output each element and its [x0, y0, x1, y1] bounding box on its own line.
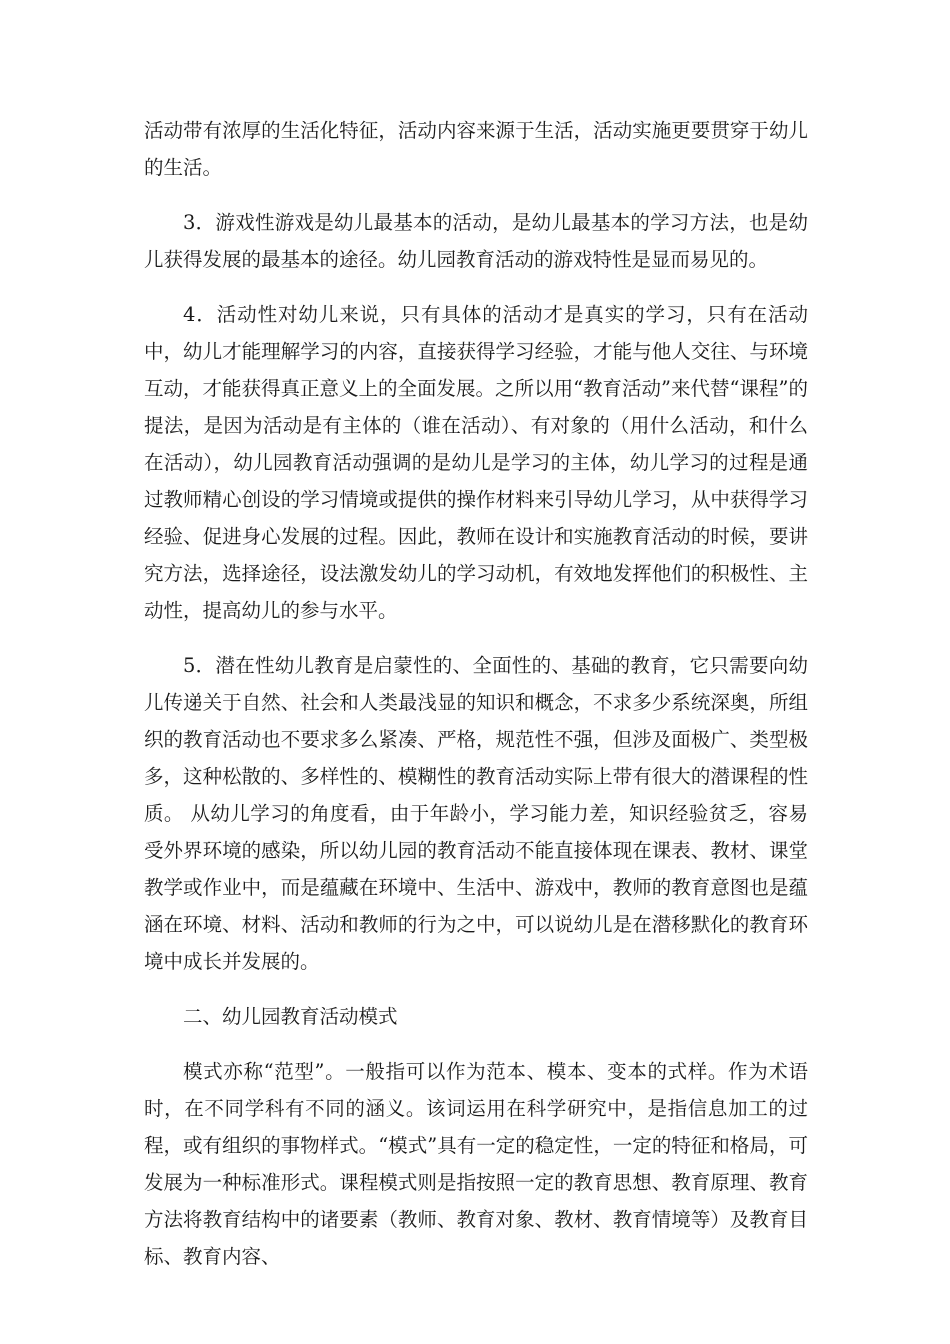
paragraph-continuation: 活动带有浓厚的生活化特征，活动内容来源于生活，活动实施更要贯穿于幼儿的生活。 — [144, 119, 808, 179]
document-body — [144, 112, 808, 1293]
paragraph-latency: 5．潜在性幼儿教育是启蒙性的、全面性的、基础的教育，它只需要向幼儿传递关于自然、社会和人类最浅显的知识和概念，不求多少系统深奥，所组织的教育活动也不要求多么紧凑、严格，规范性不强，但涉及面极广、类型极多，这种松散的、多样性的、模糊性的教育活动实际上带有很大的潜课程的性质。 从幼儿学习的角度看，由于年龄小，学习能力差，知识经验贫乏，容易受外界环境的感染，所以幼儿园的教育活动不能直接体现在课表、教材、课堂教学或作业中，而是蕴藏在环境中、生活中、游戏中，教师的教育意图也是蕴涵在环境、材料、活动和教师的行为之中，可以说幼儿是在潜移默化的教育环境中成长并发展的。 — [144, 654, 808, 973]
section-heading: 二、幼儿园教育活动模式 — [183, 1005, 398, 1028]
paragraph-playfulness: 3．游戏性游戏是幼儿最基本的活动，是幼儿最基本的学习方法，也是幼儿获得发展的最基本的途径。幼儿园教育活动的游戏特性是显而易见的。 — [144, 211, 808, 271]
paragraph-model: 模式亦称“范型”。一般指可以作为范本、模本、变本的式样。作为术语时，在不同学科有不同的涵义。该词运用在科学研究中，是指信息加工的过程，或有组织的事物样式。“模式”具有一定的稳定性，一定的特征和格局，可发展为一种标准形式。课程模式则是指按照一定的教育思想、教育原理、教育方法将教育结构中的诸要素（教师、教育对象、教材、教育情境等）及教育目标、教育内容、 — [144, 1060, 808, 1268]
paragraph-activity: 4．活动性对幼儿来说，只有具体的活动才是真实的学习，只有在活动中，幼儿才能理解学习的内容，直接获得学习经验，才能与他人交往、与环境互动，才能获得真正意义上的全面发展。之所以用“教育活动”来代替“课程”的提法，是因为活动是有主体的（谁在活动）、有对象的（用什么活动，和什么在活动），幼儿园教育活动强调的是幼儿是学习的主体，幼儿学习的过程是通过教师精心创设的学习情境或提供的操作材料来引导幼儿学习，从中获得学习经验、促进身心发展的过程。因此，教师在设计和实施教育活动的时候，要讲究方法，选择途径，设法激发幼儿的学习动机，有效地发挥他们的积极性、主动性，提高幼儿的参与水平。 — [144, 303, 808, 622]
